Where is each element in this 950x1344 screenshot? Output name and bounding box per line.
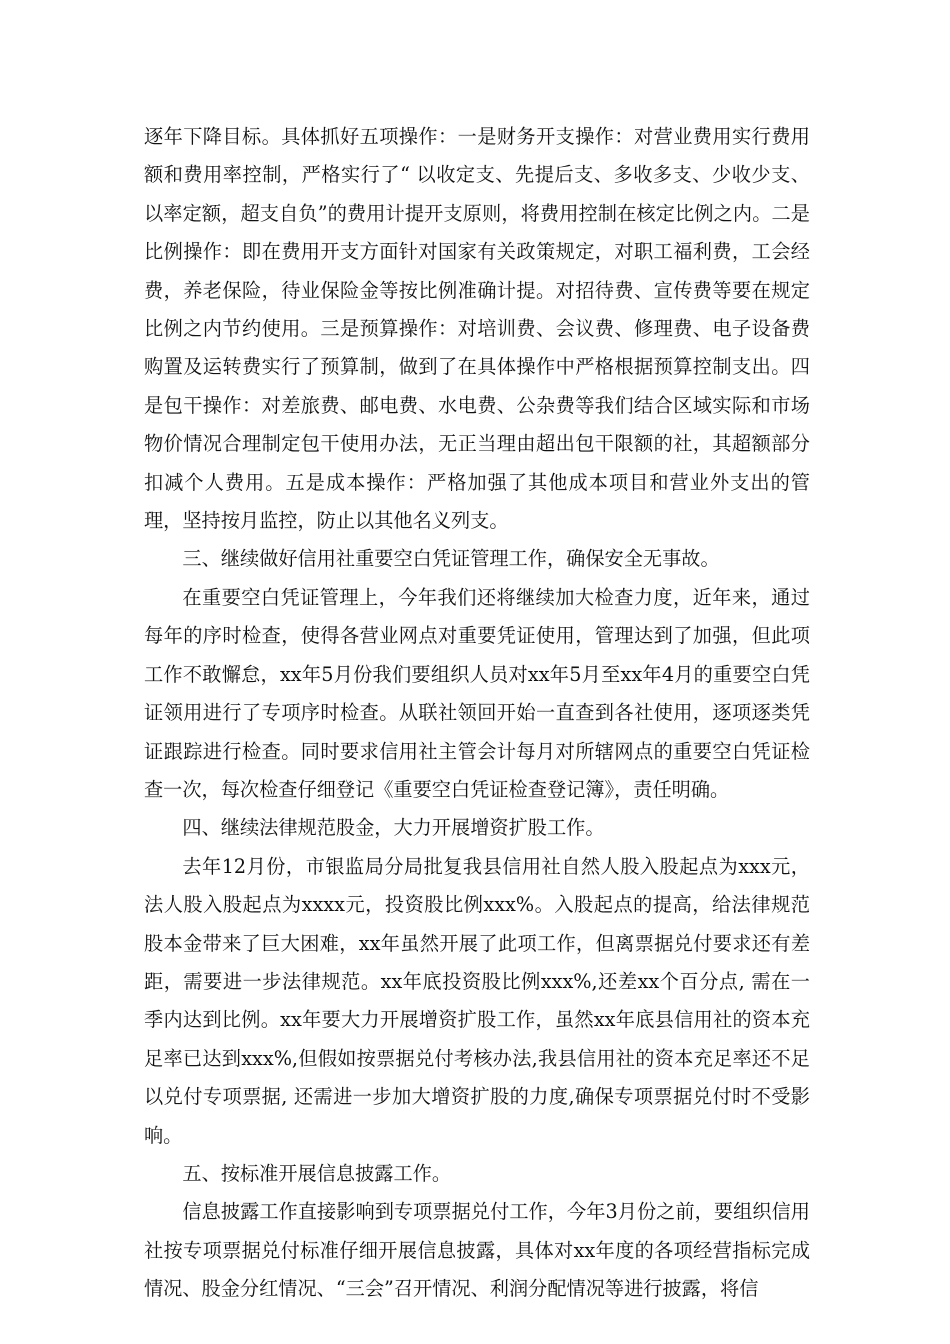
paragraph-information-disclosure: 信息披露工作直接影响到专项票据兑付工作，今年3月份之前，要组织信用社按专项票据兑付标准仔细开展信息披露，具体对xx年度的各项经营指标完成情况、股金分红情况、“三会”召开情况、利润分配情况等进行披露，将信 (144, 1200, 810, 1301)
heading-section-four: 四、继续法律规范股金，大力开展增资扩股工作。 (182, 816, 605, 840)
paragraph-blank-voucher-management: 在重要空白凭证管理上，今年我们还将继续加大检查力度，近年来，通过每年的序时检查，使得各营业网点对重要凭证使用，管理达到了加强，但此项工作不敢懈怠，xx年5月份我们要组织人员对xx年5月至xx年4月的重要空白凭证领用进行了专项序时检查。从联社领回开始一直查到各社使用，逐项逐类凭证跟踪进行检查。同时要求信用社主管会计每月对所辖网点的重要空白凭证检查一次，每次检查仔细登记《重要空白凭证检查登记簿》，责任明确。 (144, 585, 810, 801)
paragraph-share-capital: 去年12月份，市银监局分局批复我县信用社自然人股入股起点为xxx元，法人股入股起点为xxxx元，投资股比例xxx%。入股起点的提高，给法律规范股本金带来了巨大困难，xx年虽然开展了此项工作，但离票据兑付要求还有差距，需要进一步法律规范。xx年底投资股比例xxx%,还差xx个百分点, 需在一季内达到比例。xx年要大力开展增资扩股工作，虽然xx年底县信用社的资本充足率已达到xxx%,但假如按票据兑付考核办法,我县信用社的资本充足率还不足以兑付专项票据, 还需进一步加大增资扩股的力度,确保专项票据兑付时不受影响。 (144, 854, 810, 1147)
heading-section-three: 三、继续做好信用社重要空白凭证管理工作，确保安全无事故。 (182, 547, 720, 571)
paragraph-expense-control: 逐年下降目标。具体抓好五项操作：一是财务开支操作：对营业费用实行费用额和费用率控制，严格实行了“ 以收定支、先提后支、多收多支、少收少支、以率定额，超支自负”的费用计提开支原则，将费用控制在核定比例之内。二是比例操作：即在费用开支方面针对国家有关政策规定，对职工福利费，工会经费，养老保险，待业保险金等按比例准确计提。对招待费、宣传费等要在规定比例之内节约使用。三是预算操作：对培训费、会议费、修理费、电子设备费购置及运转费实行了预算制，做到了在具体操作中严格根据预算控制支出。四是包干操作：对差旅费、邮电费、水电费、公杂费等我们结合区域实际和市场物价情况合理制定包干使用办法，无正当理由超出包干限额的社，其超额部分扣减个人费用。五是成本操作：严格加强了其他成本项目和营业外支出的管理，坚持按月监控，防止以其他名义列支。 (144, 125, 810, 533)
heading-section-five: 五、按标准开展信息披露工作。 (182, 1161, 452, 1185)
document-body (144, 118, 810, 1309)
